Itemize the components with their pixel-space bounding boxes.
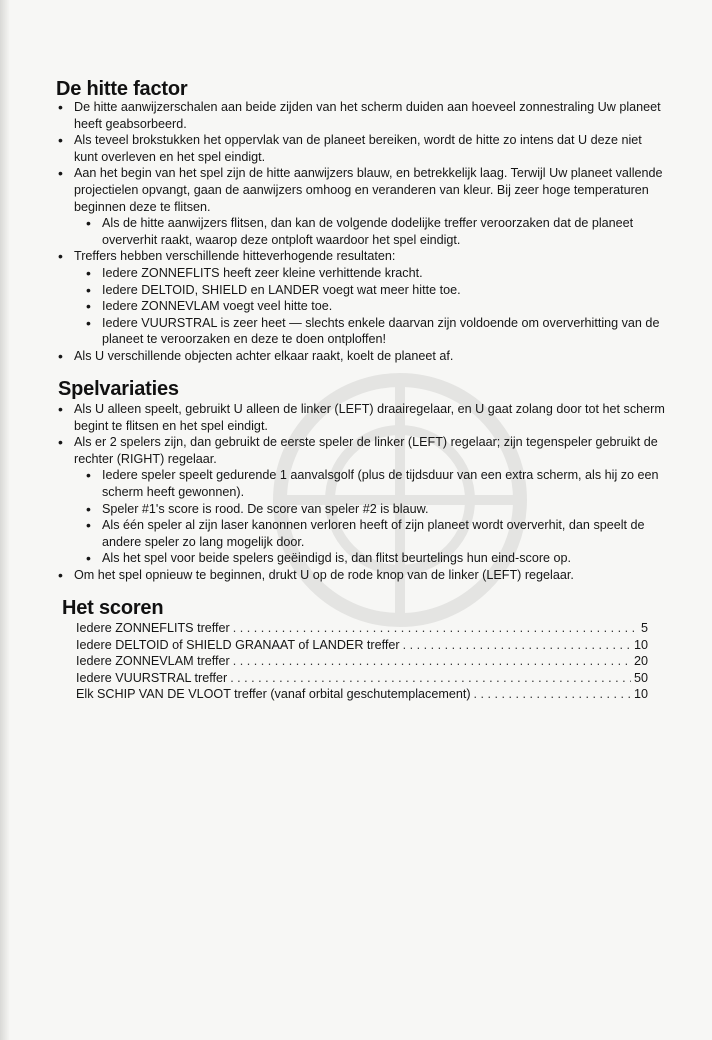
score-points: 50 [633, 670, 648, 685]
sub-list-item: • Iedere VUURSTRAL is zeer heet — slechts enkele daarvan zijn voldoende om oververhitting van de planeet te veroorzaken en deze te doen ontploffen! [74, 315, 666, 348]
sub-list-item: • Als één speler al zijn laser kanonnen verloren heeft of zijn planeet wordt oververhit, dan speelt de andere speler zo lang mogelijk door. [74, 517, 666, 550]
score-label: Iedere DELTOID of SHIELD GRANAAT of LANDER treffer [76, 637, 400, 652]
sub-list [74, 215, 666, 248]
sub-list-item: • Speler #1's score is rood. De score van speler #2 is blauw. [74, 501, 666, 518]
list-item-text: Aan het begin van het spel zijn de hitte aanwijzers blauw, en betrekkelijk laag. Terwijl Uw planeet vallende projectielen opvangt, gaan de aanwijzers omhoog en veranderen van kleur. Bij zeer hoge temperaturen beginnen deze te flitsen. [74, 166, 663, 214]
sub-list [74, 265, 666, 348]
score-row [76, 620, 648, 637]
list-item: • Als U verschillende objecten achter elkaar raakt, koelt de planeet af. [56, 348, 666, 365]
dot-leader [233, 653, 631, 670]
section-title-scoring: Het scoren [62, 597, 164, 619]
section-title-heat: De hitte factor [56, 78, 188, 100]
list-item-text: Treffers hebben verschillende hitteverhogende resultaten: [74, 249, 396, 264]
list-item [56, 434, 666, 567]
sub-list-item: • Iedere ZONNEFLITS heeft zeer kleine verhittende kracht. [74, 265, 666, 282]
score-label: Iedere VUURSTRAL treffer [76, 670, 228, 685]
score-row [76, 670, 648, 687]
variations-list [56, 401, 666, 584]
score-row [76, 686, 648, 703]
sub-list-item: • Als het spel voor beide spelers geëindigd is, dan flitst beurtelings hun eind-score op. [74, 550, 666, 567]
sub-list-item: • Als de hitte aanwijzers flitsen, dan kan de volgende dodelijke treffer veroorzaken dat de planeet oververhit raakt, waarop deze ontploft waardoor het spel eindigt. [74, 215, 666, 248]
score-table [76, 620, 648, 703]
score-row [76, 653, 648, 670]
list-item [56, 165, 666, 248]
dot-leader [233, 620, 638, 637]
score-label: Iedere ZONNEFLITS treffer [76, 621, 230, 635]
score-points: 10 [633, 687, 648, 702]
list-item: • Als U alleen speelt, gebruikt U alleen de linker (LEFT) draairegelaar, en U gaat zolang door tot het scherm begint te flitsen en het spel eindigt. [56, 401, 666, 434]
dot-leader [230, 670, 631, 687]
score-label: Elk SCHIP VAN DE VLOOT treffer (vanaf orbital geschutemplacement) [76, 687, 471, 702]
list-item-text: Als er 2 spelers zijn, dan gebruikt de eerste speler de linker (LEFT) regelaar; zijn tegenspeler gebruikt de rechter (RIGHT) regelaar. [74, 435, 658, 466]
sub-list [74, 467, 666, 567]
score-row [76, 637, 648, 654]
score-points: 20 [633, 654, 648, 669]
sub-list-item: • Iedere ZONNEVLAM voegt veel hitte toe. [74, 298, 666, 315]
dot-leader [403, 637, 631, 654]
dot-leader [474, 686, 631, 703]
score-label: Iedere ZONNEVLAM treffer [76, 654, 230, 669]
list-item: • De hitte aanwijzerschalen aan beide zijden van het scherm duiden aan hoeveel zonnestraling Uw planeet heeft geabsorbeerd. [56, 99, 666, 132]
section-title-variations: Spelvariaties [58, 378, 179, 400]
heat-list [56, 99, 666, 365]
sub-list-item: • Iedere speler speelt gedurende 1 aanvalsgolf (plus de tijdsduur van een extra scherm, als hij zo een scherm heeft gewonnen). [74, 467, 666, 500]
list-item: • Als teveel brokstukken het oppervlak van de planeet bereiken, wordt de hitte zo intens dat U deze niet kunt overleven en het spel eindigt. [56, 132, 666, 165]
sub-list-item: • Iedere DELTOID, SHIELD en LANDER voegt wat meer hitte toe. [74, 282, 666, 299]
list-item [56, 248, 666, 348]
score-points: 5 [640, 621, 648, 635]
page-edge-shadow [0, 0, 10, 1040]
list-item: • Om het spel opnieuw te beginnen, drukt U op de rode knop van de linker (LEFT) regelaar. [56, 567, 666, 584]
score-points: 10 [633, 637, 648, 652]
